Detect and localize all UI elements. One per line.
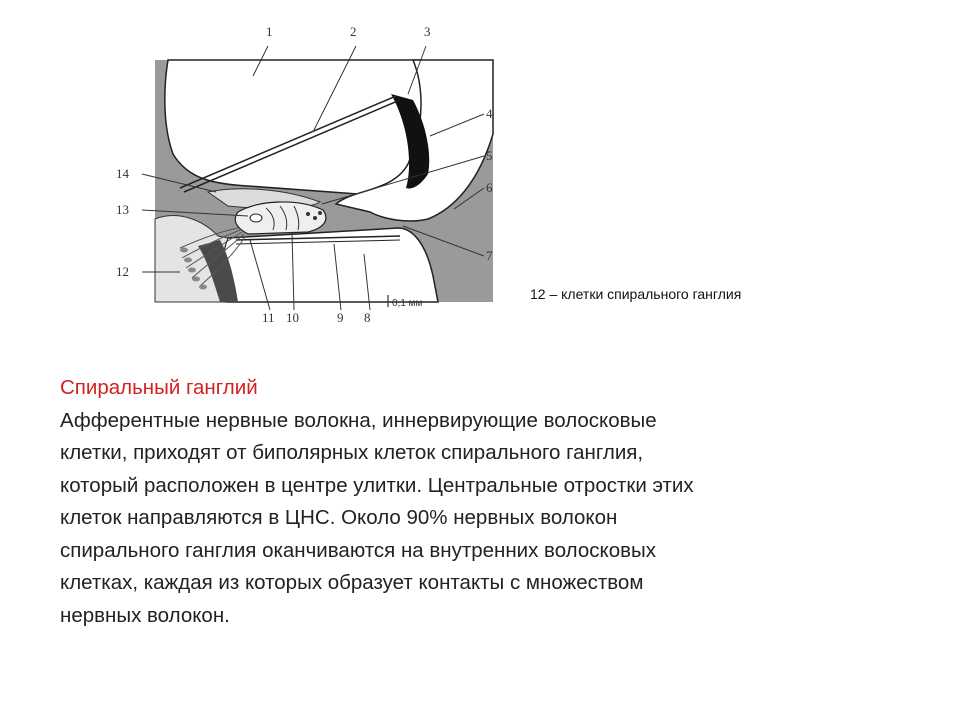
scala-vestibuli xyxy=(165,60,438,196)
label-5: 5 xyxy=(486,148,493,163)
label-7: 7 xyxy=(486,248,493,263)
label-11: 11 xyxy=(262,310,275,325)
paragraph-line: спирального ганглия оканчиваются на внутренних волосковых xyxy=(60,538,656,562)
paragraph-line: нервных волокон. xyxy=(60,603,230,627)
label-9: 9 xyxy=(337,310,344,325)
paragraph-line: клеток направляются в ЦНС. Около 90% нервных волокон xyxy=(60,506,618,529)
cochlea-diagram xyxy=(108,14,508,334)
paragraph-line: клетках, каждая из которых образует контакты с множеством xyxy=(60,571,644,594)
label-4: 4 xyxy=(486,106,493,121)
label-1: 1 xyxy=(266,24,273,39)
label-8: 8 xyxy=(364,310,371,325)
paragraph-line: который расположен в центре улитки. Центральные отростки этих xyxy=(60,473,694,497)
label-10: 10 xyxy=(286,310,299,325)
scale-label: 0,1 мм xyxy=(392,298,423,309)
paragraph-line: Афферентные нервные волокна, иннервирующие волосковые xyxy=(60,408,657,432)
inner-hair-cell xyxy=(250,214,262,222)
label-12: 12 xyxy=(116,264,129,279)
ganglion-cell xyxy=(180,248,188,253)
paragraph-line: клетки, приходят от биполярных клеток спирального ганглия, xyxy=(60,441,644,464)
outer-hair-cell xyxy=(306,212,310,216)
text-block xyxy=(60,372,900,632)
label-13: 13 xyxy=(116,202,129,217)
figure-caption: 12 – клетки спирального ганглия xyxy=(530,286,742,302)
label-3: 3 xyxy=(424,24,431,39)
label-2: 2 xyxy=(350,24,357,39)
label-14: 14 xyxy=(116,166,129,181)
section-title: Спиральный ганглий xyxy=(60,376,258,399)
label-6: 6 xyxy=(486,180,493,195)
